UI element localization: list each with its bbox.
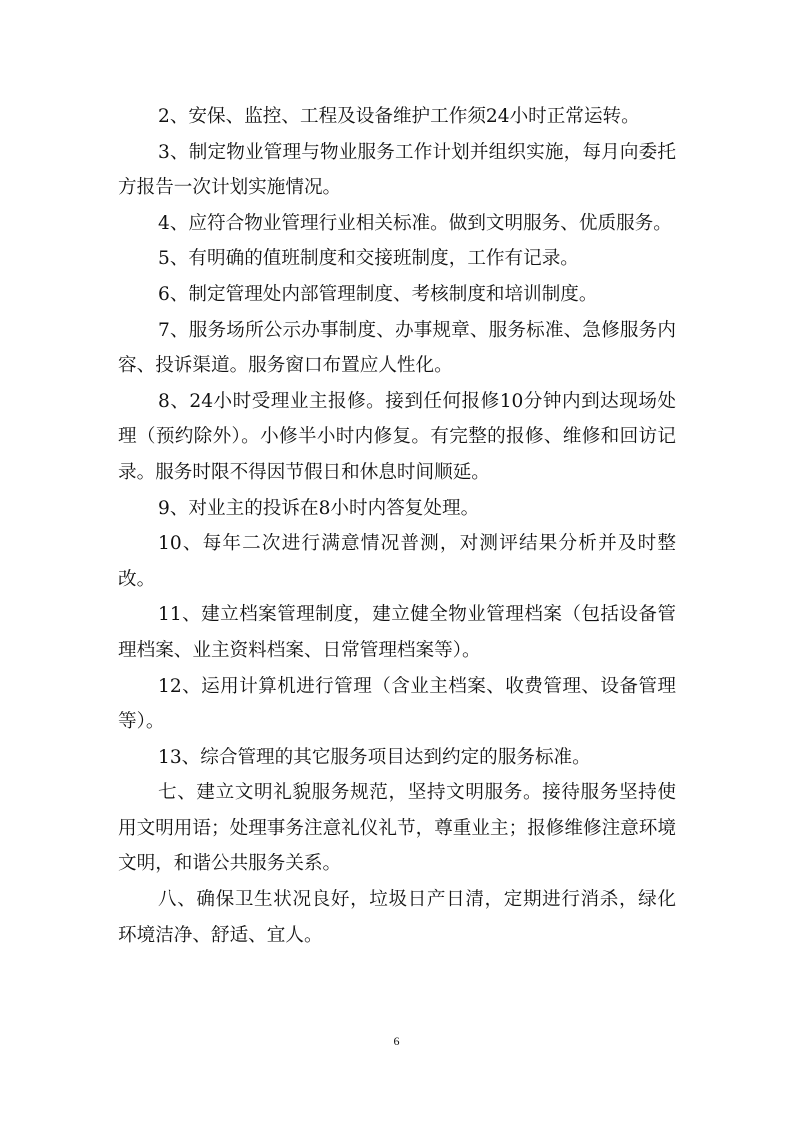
paragraph-section-8: 八、确保卫生状况良好，垃圾日产日清，定期进行消杀，绿化环境洁净、舒适、宜人。 [118, 889, 676, 946]
body-text [118, 99, 676, 953]
paragraph-item-4: 4、应符合物业管理行业相关标准。做到文明服务、优质服务。 [158, 212, 672, 234]
paragraph-item-8: 8、24小时受理业主报修。接到任何报修10分钟内到达现场处理（预约除外）。小修半小时内修复。有完整的报修、维修和回访记录。服务时限不得因节假日和休息时间顺延。 [118, 390, 676, 483]
paragraph-item-12: 12、运用计算机进行管理（含业主档案、收费管理、设备管理等）。 [118, 675, 676, 733]
paragraph-item-5: 5、有明确的值班制度和交接班制度，工作有记录。 [158, 248, 579, 270]
paragraph-item-13: 13、综合管理的其它服务项目达到约定的服务标准。 [158, 746, 591, 768]
paragraph-item-7: 7、服务场所公示办事制度、办事规章、服务标准、急修服务内容、投诉渠道。服务窗口布置应人性化。 [118, 319, 676, 377]
paragraph-item-11: 11、建立档案管理制度，建立健全物业管理档案（包括设备管理档案、业主资料档案、日常管理档案等）。 [118, 604, 676, 661]
paragraph-item-2: 2、安保、监控、工程及设备维护工作须24小时正常运转。 [158, 106, 640, 127]
paragraph-section-7: 七、建立文明礼貌服务规范，坚持文明服务。接待服务坚持使用文明用语；处理事务注意礼仪礼节，尊重业主；报修维修注意环境文明，和谐公共服务关系。 [118, 782, 676, 875]
paragraph-item-10: 10、每年二次进行满意情况普测，对测评结果分析并及时整改。 [118, 533, 676, 590]
paragraph-item-9: 9、对业主的投诉在8小时内答复处理。 [158, 497, 480, 519]
paragraph-item-3: 3、制定物业管理与物业服务工作计划并组织实施，每月向委托方报告一次计划实施情况。 [118, 141, 676, 199]
paragraph-item-6: 6、制定管理处内部管理制度、考核制度和培训制度。 [158, 283, 598, 305]
page-number: 6 [393, 1034, 400, 1048]
